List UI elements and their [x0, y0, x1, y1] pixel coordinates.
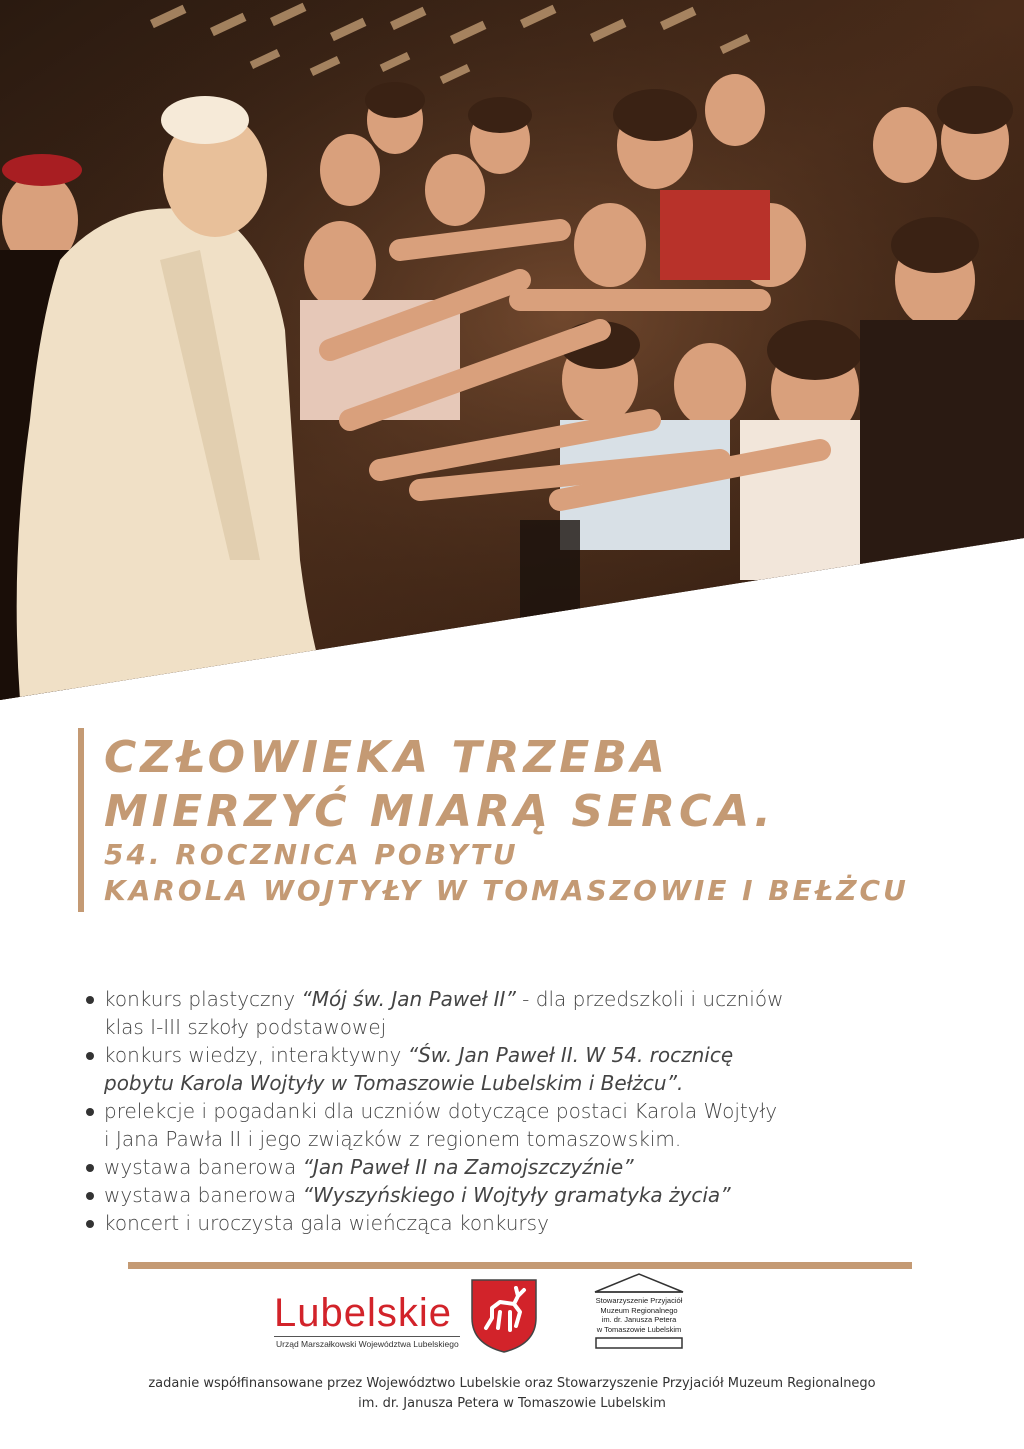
list-item: prelekcje i pogadanki dla uczniów dotyczące postaci Karola Wojtyły i Jana Pawła II i jego związków z regionem tomaszowskim. — [84, 1097, 944, 1153]
lubelskie-logo — [272, 1290, 468, 1350]
list-item: konkurs plastyczny “Mój św. Jan Paweł II” - dla przedszkoli i uczniów klas I-III szkoły podstawowej — [84, 985, 944, 1041]
logo-rule — [274, 1336, 460, 1337]
muzeum-logo-text: Stowarzyszenie Przyjaciół Muzeum Regionalnego im. dr. Janusza Petera w Tomaszowie Lubelskim — [595, 1296, 683, 1334]
list-item: konkurs wiedzy, interaktywny “Św. Jan Paweł II. W 54. rocznicę pobytu Karola Wojtyły w Tomaszowie Lubelskim i Bełżcu”. — [84, 1041, 944, 1097]
lubelskie-shield-icon — [470, 1278, 538, 1354]
muzeum-logo — [592, 1270, 686, 1352]
lubelskie-logo-text: Lubelskie — [274, 1291, 453, 1335]
title-line-1: CZŁOWIEKA TRZEBA — [104, 732, 669, 783]
title-line-2: MIERZYĆ MIARĄ SERCA. — [104, 786, 775, 837]
list-item: wystawa banerowa “Jan Paweł II na Zamojszczyźnie” — [84, 1153, 944, 1181]
list-item: wystawa banerowa “Wyszyńskiego i Wojtyły gramatyka życia” — [84, 1181, 944, 1209]
list-item: koncert i uroczysta gala wieńcząca konkursy — [84, 1209, 944, 1237]
subtitle-line-1: 54. ROCZNICA POBYTU — [104, 838, 519, 871]
footer-note: zadanie współfinansowane przez Województwo Lubelskie oraz Stowarzyszenie Przyjaciół Muzeum Regionalnego im. dr. Janusza Petera w Tomaszowie Lubelskim — [148, 1376, 876, 1411]
divider — [128, 1262, 912, 1269]
photo-pope-greeting-crowd-icon — [0, 0, 1024, 700]
event-list — [84, 985, 944, 1237]
header-photo — [0, 0, 1024, 700]
subtitle-line-2: KAROLA WOJTYŁY W TOMASZOWIE I BEŁŻCU — [104, 874, 909, 907]
lubelskie-logo-subtitle: Urząd Marszałkowski Województwa Lubelskiego — [276, 1339, 459, 1349]
title-block — [78, 728, 984, 912]
